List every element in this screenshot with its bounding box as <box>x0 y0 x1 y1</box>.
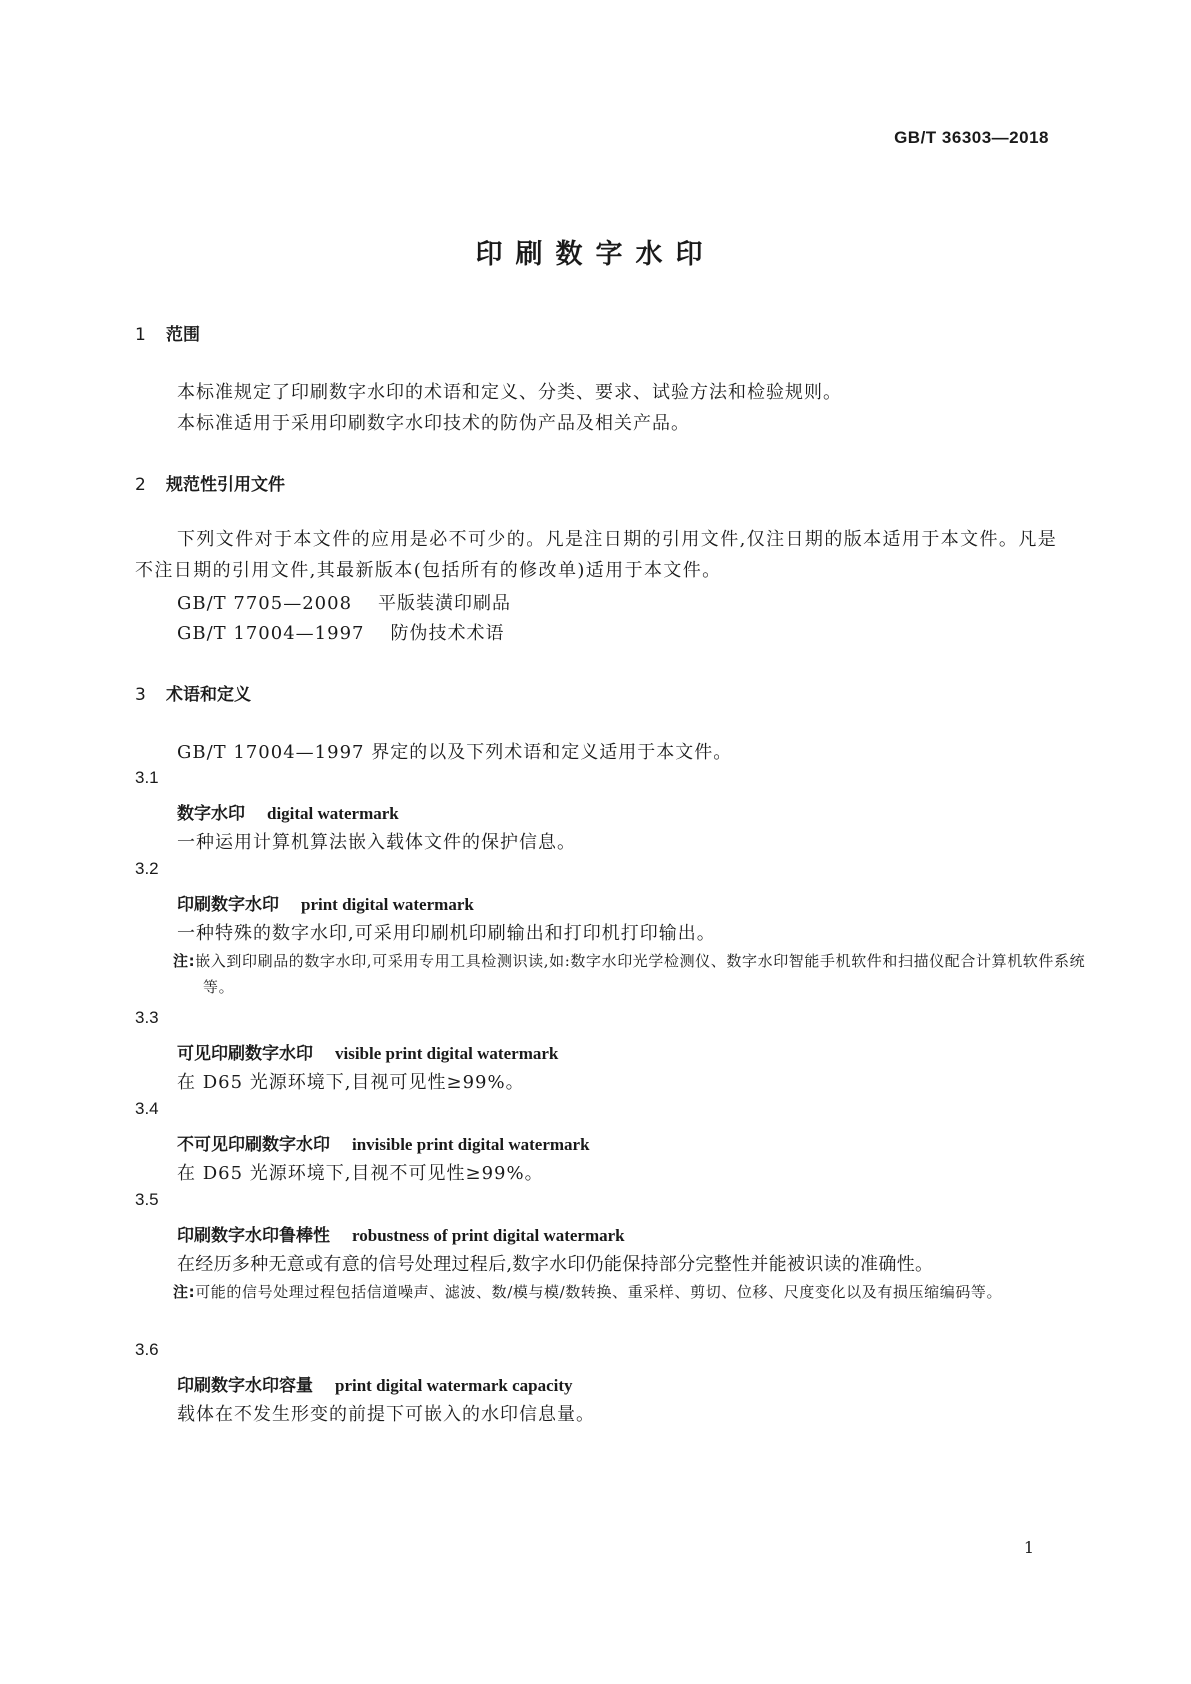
page-number: 1 <box>1023 1538 1034 1557</box>
term-en: robustness of print digital watermark <box>352 1226 625 1245</box>
clause-number: 3.4 <box>135 1099 159 1118</box>
clause-number: 3.5 <box>135 1190 159 1209</box>
scope-paragraph: 本标准适用于采用印刷数字水印技术的防伪产品及相关产品。 <box>177 413 690 434</box>
reference-name: 防伪技术术语 <box>390 623 505 644</box>
section-3-heading <box>135 680 251 705</box>
term-note <box>173 948 1093 1000</box>
term-definition: 在 D65 光源环境下,目视不可见性≥99%。 <box>177 1163 544 1184</box>
term-heading <box>177 1039 558 1064</box>
term-definition: 在经历多种无意或有意的信号处理过程后,数字水印仍能保持部分完整性并能被识读的准确性。 <box>177 1254 934 1275</box>
reference-code: GB/T 7705—2008 <box>177 593 353 614</box>
term-definition: 在 D65 光源环境下,目视可见性≥99%。 <box>177 1072 525 1093</box>
term-zh: 可见印刷数字水印 <box>177 1044 313 1064</box>
section-number: 3 <box>135 685 146 705</box>
normative-references-intro: 下列文件对于本文件的应用是必不可少的。凡是注日期的引用文件,仅注日期的版本适用于本文件。凡是不注日期的引用文件,其最新版本(包括所有的修改单)适用于本文件。 <box>135 529 1058 581</box>
term-definition: 载体在不发生形变的前提下可嵌入的水印信息量。 <box>177 1404 595 1425</box>
section-title: 术语和定义 <box>166 685 251 705</box>
note-text: 可能的信号处理过程包括信道噪声、滤波、数/模与模/数转换、重采样、剪切、位移、尺度变化以及有损压缩编码等。 <box>195 1283 1003 1301</box>
section-number: 2 <box>135 475 146 495</box>
document-title: 印刷数字水印 <box>475 239 716 270</box>
note-label: 注: <box>173 952 196 970</box>
reference-name: 平版装潢印刷品 <box>378 593 512 614</box>
term-zh: 印刷数字水印容量 <box>177 1376 313 1396</box>
term-heading <box>177 1371 573 1396</box>
reference-item <box>177 589 511 615</box>
term-heading <box>177 890 474 915</box>
term-definition: 一种特殊的数字水印,可采用印刷机印刷输出和打印机打印输出。 <box>177 923 716 944</box>
term-en: digital watermark <box>267 804 399 823</box>
term-zh: 印刷数字水印 <box>177 895 279 915</box>
term-definition: 一种运用计算机算法嵌入载体文件的保护信息。 <box>177 832 576 853</box>
term-heading <box>177 1130 590 1155</box>
clause-number: 3.2 <box>135 859 159 878</box>
term-heading <box>177 799 399 824</box>
standard-code: GB/T 36303—2018 <box>894 128 1049 147</box>
clause-number: 3.3 <box>135 1008 159 1027</box>
reference-code: GB/T 17004—1997 <box>177 623 365 644</box>
section-number: 1 <box>135 325 146 345</box>
reference-item <box>177 619 504 645</box>
section-title: 范围 <box>166 325 200 345</box>
clause-number: 3.1 <box>135 768 159 787</box>
terms-intro: GB/T 17004—1997 界定的以及下列术语和定义适用于本文件。 <box>177 742 733 763</box>
section-title: 规范性引用文件 <box>166 475 285 495</box>
term-en: visible print digital watermark <box>335 1044 559 1063</box>
term-en: print digital watermark capacity <box>335 1376 573 1395</box>
term-zh: 不可见印刷数字水印 <box>177 1135 330 1155</box>
term-heading <box>177 1221 625 1246</box>
section-2-heading <box>135 470 285 495</box>
section-1-heading <box>135 320 200 345</box>
term-en: invisible print digital watermark <box>352 1135 590 1154</box>
term-en: print digital watermark <box>301 895 474 914</box>
note-label: 注: <box>173 1283 196 1301</box>
note-text: 嵌入到印刷品的数字水印,可采用专用工具检测识读,如:数字水印光学检测仪、数字水印智能手机软件和扫描仪配合计算机软件系统等。 <box>195 952 1086 996</box>
clause-number: 3.6 <box>135 1340 159 1359</box>
term-zh: 数字水印 <box>177 804 245 824</box>
term-note <box>173 1279 1093 1305</box>
term-zh: 印刷数字水印鲁棒性 <box>177 1226 330 1246</box>
scope-paragraph: 本标准规定了印刷数字水印的术语和定义、分类、要求、试验方法和检验规则。 <box>177 382 842 403</box>
